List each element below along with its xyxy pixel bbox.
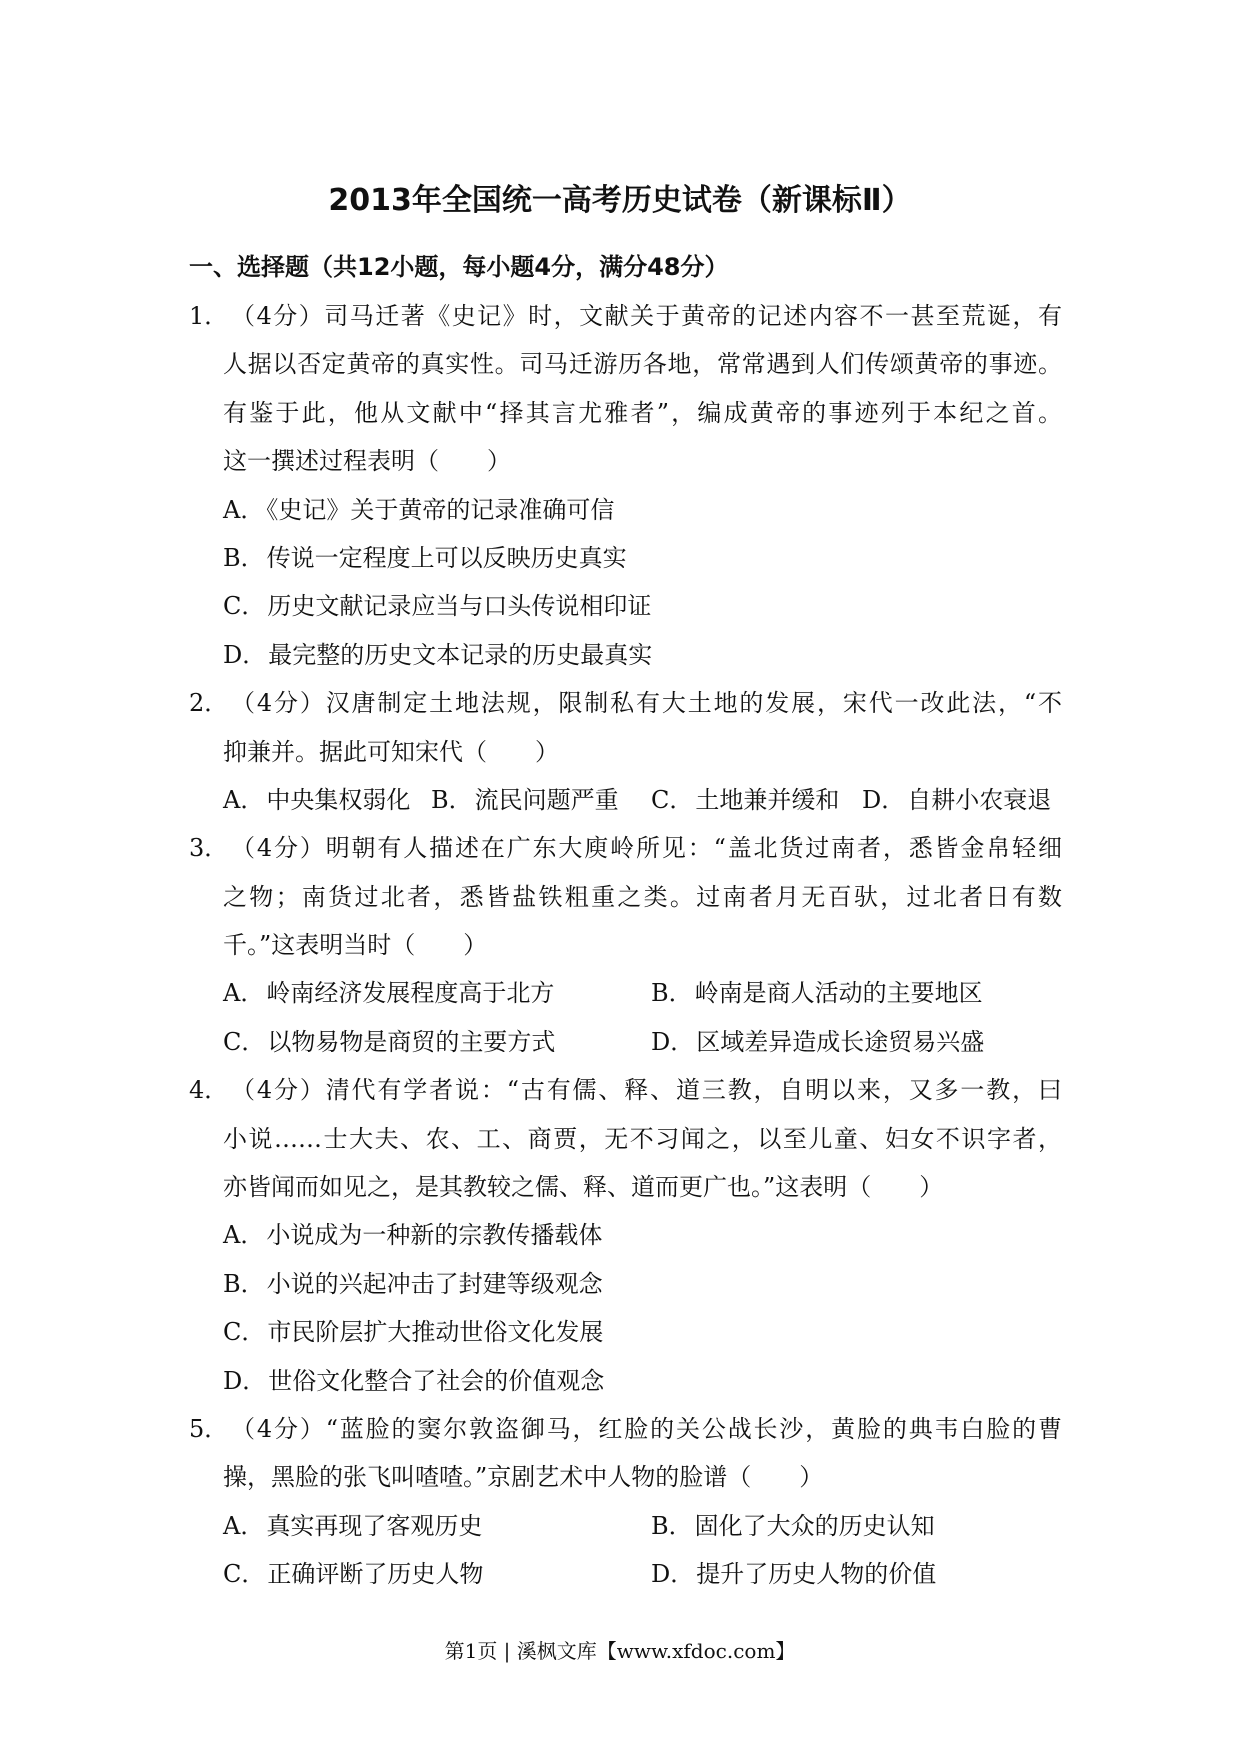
option-row bbox=[0, 1502, 1240, 1550]
option-text: 世俗文化整合了社会的价值观念 bbox=[268, 1366, 605, 1395]
option-b bbox=[651, 969, 983, 1017]
question-text: 小说……士大夫、农、工、商贾，无不习闻之，以至儿童、妇女不识字者， bbox=[223, 1124, 1062, 1153]
question-text: 之物；南货过北者，悉皆盐铁粗重之类。过南者月无百驮，过北者日有数 bbox=[223, 882, 1062, 911]
section-heading: 一、选择题（共12小题，每小题4分，满分48分） bbox=[189, 253, 729, 281]
question-3 bbox=[0, 824, 1240, 1066]
page-title: 2013年全国统一高考历史试卷（新课标Ⅱ） bbox=[328, 183, 912, 218]
question-2 bbox=[0, 679, 1240, 824]
question-text: 千。”这表明当时（ ） bbox=[223, 931, 488, 960]
option-c bbox=[651, 776, 839, 824]
option-row bbox=[0, 582, 1240, 630]
option-row bbox=[0, 631, 1240, 679]
question-text: 亦皆闻而如见之，是其教较之儒、释、道而更广也。”这表明（ ） bbox=[223, 1173, 944, 1202]
option-row bbox=[0, 776, 1240, 824]
option-a bbox=[223, 1502, 482, 1550]
option-text: 流民问题严重 bbox=[474, 785, 619, 814]
option-row bbox=[0, 486, 1240, 534]
question-number: 3． bbox=[189, 834, 229, 863]
question-number: 2． bbox=[189, 689, 229, 718]
option-text: 传说一定程度上可以反映历史真实 bbox=[266, 543, 627, 572]
page-footer: 第1页 | 溪枫文库【www.xfdoc.com】 bbox=[444, 1639, 796, 1663]
question-line bbox=[0, 824, 1240, 872]
option-text: 提升了历史人物的价值 bbox=[696, 1560, 937, 1589]
question-text: （4分）清代有学者说：“古有儒、释、道三教，自明以来，又多一教，曰 bbox=[231, 1076, 1062, 1105]
option-text: 岭南经济发展程度高于北方 bbox=[266, 979, 555, 1008]
option-text: 真实再现了客观历史 bbox=[266, 1511, 483, 1540]
question-number: 1． bbox=[189, 302, 229, 330]
question-5 bbox=[0, 1405, 1240, 1599]
option-label: D． bbox=[223, 1366, 267, 1395]
option-c bbox=[223, 1018, 555, 1066]
option-label: B． bbox=[651, 979, 693, 1008]
option-a bbox=[223, 776, 410, 824]
question-text: （4分）汉唐制定土地法规，限制私有大土地的发展，宋代一改此法，“不 bbox=[231, 689, 1062, 718]
question-text: 这一撰述过程表明（ ） bbox=[223, 447, 511, 476]
option-row bbox=[0, 969, 1240, 1017]
option-a bbox=[223, 969, 554, 1017]
option-c bbox=[223, 1308, 603, 1356]
option-text: 自耕小农衰退 bbox=[907, 785, 1052, 814]
option-label: A． bbox=[223, 1221, 265, 1250]
option-text: 区域差异造成长途贸易兴盛 bbox=[696, 1027, 985, 1056]
question-text: 有鉴于此，他从文献中“择其言尤雅者”，编成黄帝的事迹列于本纪之首。 bbox=[223, 398, 1062, 427]
option-text: 以物易物是商贸的主要方式 bbox=[267, 1027, 556, 1056]
option-b bbox=[431, 776, 619, 824]
option-text: 历史文献记录应当与口头传说相印证 bbox=[267, 592, 652, 621]
question-line bbox=[0, 679, 1240, 727]
option-label: D． bbox=[651, 1560, 695, 1589]
option-text: 正确评断了历史人物 bbox=[267, 1560, 484, 1589]
option-label: B． bbox=[223, 1269, 265, 1298]
option-text: 固化了大众的历史认知 bbox=[694, 1511, 935, 1540]
option-label: C． bbox=[223, 1027, 266, 1056]
option-d bbox=[223, 631, 652, 679]
question-4 bbox=[0, 1066, 1240, 1405]
question-number: 4． bbox=[189, 1076, 229, 1105]
option-row bbox=[0, 1260, 1240, 1308]
option-text: 最完整的历史文本记录的历史最真实 bbox=[268, 640, 653, 669]
option-row bbox=[0, 1357, 1240, 1405]
option-label: C． bbox=[223, 1560, 266, 1589]
option-label: D． bbox=[651, 1027, 695, 1056]
option-text: 市民阶层扩大推动世俗文化发展 bbox=[267, 1318, 604, 1347]
question-line bbox=[0, 1066, 1240, 1114]
option-d bbox=[651, 1550, 936, 1598]
option-row bbox=[0, 1550, 1240, 1598]
question-1 bbox=[0, 292, 1240, 679]
question-list bbox=[0, 292, 1240, 1599]
option-label: C． bbox=[223, 1318, 266, 1347]
question-line bbox=[0, 1405, 1240, 1453]
question-line bbox=[0, 292, 1240, 340]
option-text: 中央集权弱化 bbox=[266, 785, 411, 814]
option-d bbox=[862, 776, 1051, 824]
option-row bbox=[0, 1018, 1240, 1066]
question-text: （4分）明朝有人描述在广东大庾岭所见：“盖北货过南者，悉皆金帛轻细 bbox=[231, 834, 1062, 863]
option-b bbox=[223, 534, 627, 582]
option-row bbox=[0, 534, 1240, 582]
question-text: 人据以否定黄帝的真实性。司马迁游历各地，常常遇到人们传颂黄帝的事迹。 bbox=[223, 350, 1062, 379]
option-label: B． bbox=[431, 785, 473, 814]
question-text: 抑兼并。据此可知宋代（ ） bbox=[223, 737, 559, 766]
question-number: 5． bbox=[189, 1414, 229, 1443]
option-b bbox=[223, 1260, 603, 1308]
option-d bbox=[223, 1357, 604, 1405]
option-label: A． bbox=[223, 495, 265, 524]
option-text: 小说的兴起冲击了封建等级观念 bbox=[266, 1269, 603, 1298]
option-row bbox=[0, 1308, 1240, 1356]
question-text: 操，黑脸的张飞叫喳喳。”京剧艺术中人物的脸谱（ ） bbox=[223, 1463, 824, 1492]
option-label: D． bbox=[223, 640, 267, 669]
option-label: A． bbox=[223, 1511, 265, 1540]
option-label: B． bbox=[651, 1511, 693, 1540]
option-label: A． bbox=[223, 979, 265, 1008]
option-text: 岭南是商人活动的主要地区 bbox=[694, 979, 983, 1008]
option-b bbox=[651, 1502, 935, 1550]
option-a bbox=[223, 486, 614, 534]
question-text: （4分）“蓝脸的窦尔敦盗御马，红脸的关公战长沙，黄脸的典韦白脸的曹 bbox=[231, 1414, 1062, 1443]
option-label: B． bbox=[223, 543, 265, 572]
option-a bbox=[223, 1211, 602, 1259]
option-c bbox=[223, 1550, 483, 1598]
option-label: C． bbox=[223, 592, 266, 621]
option-text: 土地兼并缓和 bbox=[695, 785, 840, 814]
option-text: 《史记》关于黄帝的记录准确可信 bbox=[266, 495, 615, 524]
option-label: D． bbox=[862, 785, 906, 814]
option-text: 小说成为一种新的宗教传播载体 bbox=[266, 1221, 603, 1250]
option-label: C． bbox=[651, 785, 694, 814]
option-d bbox=[651, 1018, 984, 1066]
option-c bbox=[223, 582, 651, 630]
option-row bbox=[0, 1211, 1240, 1259]
option-label: A． bbox=[223, 785, 265, 814]
question-text: （4分）司马迁著《史记》时，文献关于黄帝的记述内容不一甚至荒诞，有 bbox=[231, 302, 1062, 330]
